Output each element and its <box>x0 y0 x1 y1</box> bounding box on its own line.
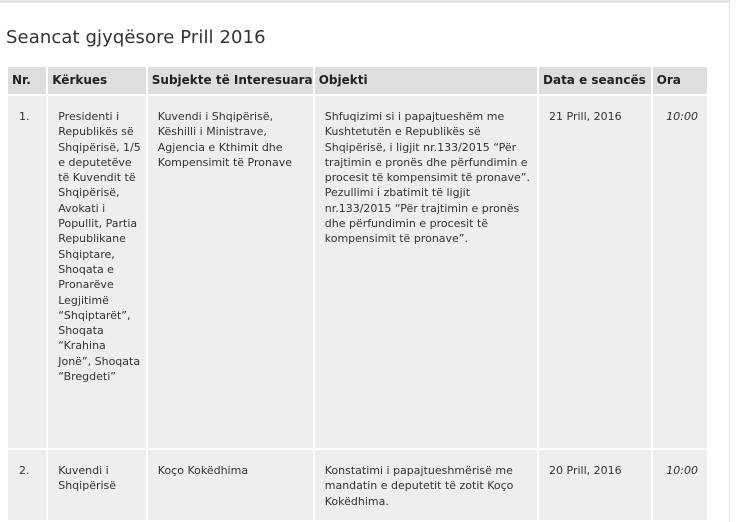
cell-session-date: 21 Prill, 2016 <box>539 96 651 448</box>
top-border <box>0 0 729 3</box>
cell-time: 10:00 <box>653 450 707 520</box>
cell-object: Konstatimi i papajtueshmërisë me mandatin e deputetit të zotit Koço Kokëdhima. <box>315 450 537 520</box>
header-object: Objekti <box>315 67 537 94</box>
right-border <box>729 0 730 522</box>
cell-applicant: Presidenti i Republikës së Shqipërisë, 1/5 e deputetëve të Kuvendit të Shqipërisë, Avokati i Popullit, Partia Republikane Shqiptare, Shoqata e Pronarëve Legjitimë “Shqiptarët”, Shoqata “Krahina Jonë”, Shoqata “Bregdeti” <box>48 96 146 448</box>
table-header-row <box>8 67 707 94</box>
cell-nr: 1. <box>8 96 46 448</box>
header-nr: Nr. <box>8 67 46 94</box>
header-interested-subjects: Subjekte të Interesuara <box>148 67 313 94</box>
cell-interested-subjects: Kuvendi i Shqipërisë, Këshilli i Ministrave, Agjencia e Kthimit dhe Kompensimit të Pronave <box>148 96 313 448</box>
header-applicant: Kërkues <box>48 67 146 94</box>
cell-object: Shfuqizimi si i papajtueshëm me Kushtetutën e Republikës së Shqipërisë, i ligjit nr.133/2015 “Për trajtimin e pronës dhe përfundimin e procesit të kompensimit të pronave”. Pezullimi i zbatimit të ligjit nr.133/2015 “Për trajtimin e pronës dhe përfundimin e procesit të kompensimit të pronave”. <box>315 96 537 448</box>
cell-applicant: Kuvendi i Shqipërisë <box>48 450 146 520</box>
page-title: Seancat gjyqësore Prill 2016 <box>6 27 266 48</box>
cell-interested-subjects: Koço Kokëdhima <box>148 450 313 520</box>
court-sessions-table <box>6 65 709 522</box>
cell-time: 10:00 <box>653 96 707 448</box>
cell-nr: 2. <box>8 450 46 520</box>
table-row <box>8 96 707 448</box>
header-time: Ora <box>653 67 707 94</box>
cell-session-date: 20 Prill, 2016 <box>539 450 651 520</box>
table-row <box>8 450 707 520</box>
header-session-date: Data e seancës <box>539 67 651 94</box>
